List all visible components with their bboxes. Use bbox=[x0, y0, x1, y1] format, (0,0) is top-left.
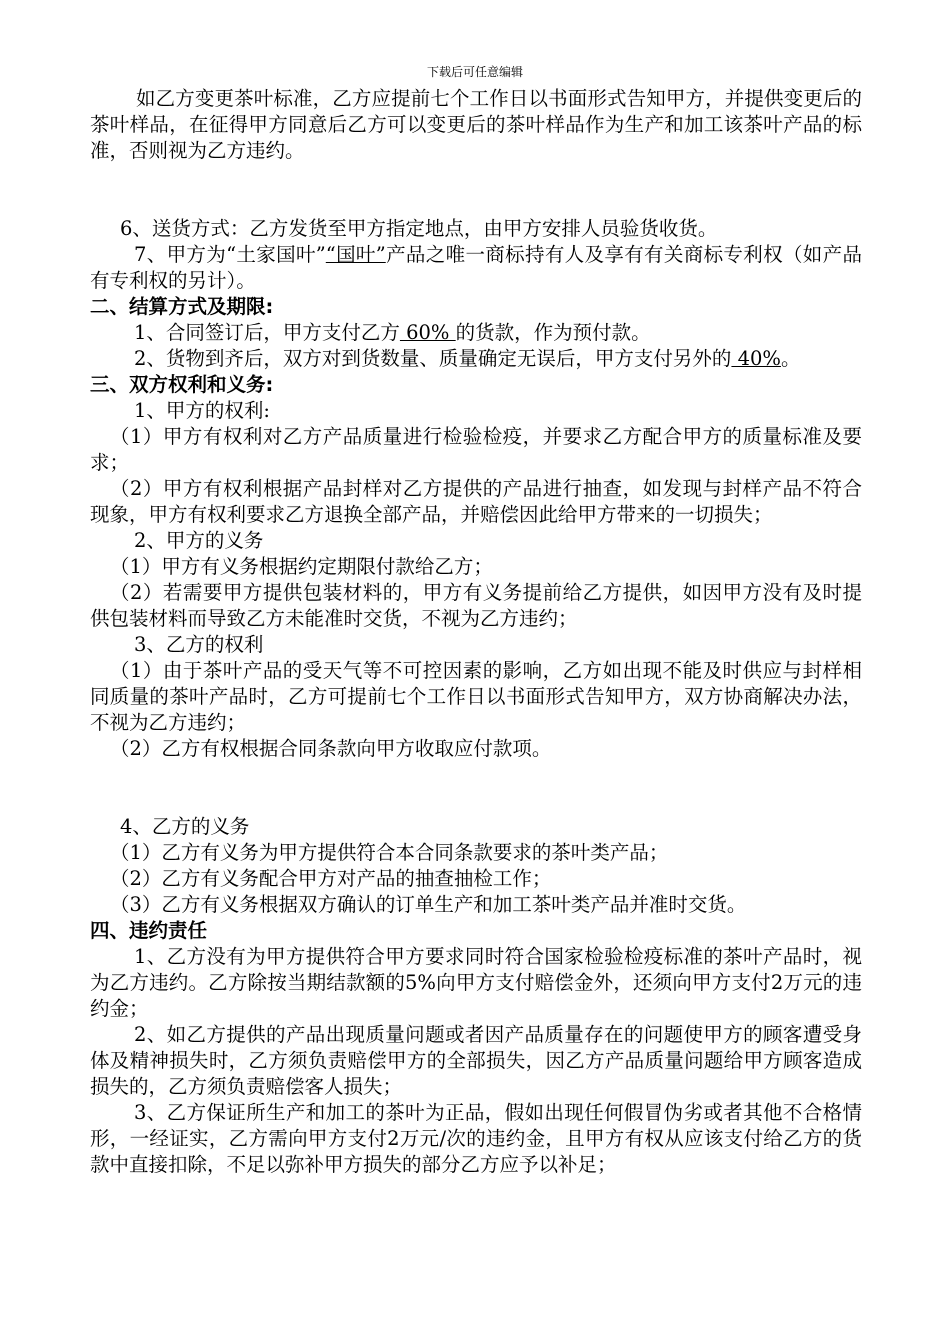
item-b-rights-1: （1）由于茶叶产品的受天气等不可控因素的影响，乙方如出现不能及时供应与封样相同质量的茶叶产品时，乙方可提前七个工作日以书面形式告知甲方，双方协商解决办法，不视为乙方违约； bbox=[90, 659, 862, 734]
clause-delivery-method: 6、送货方式：乙方发货至甲方指定地点，由甲方安排人员验货收货。 bbox=[120, 217, 718, 240]
prepayment-percent: 60% bbox=[399, 321, 456, 344]
prepayment-text-c: 的货款，作为预付款。 bbox=[455, 321, 651, 344]
section-heading-breach: 四、违约责任 bbox=[90, 919, 208, 942]
document-body bbox=[90, 86, 862, 1178]
item-a-rights-2: （2）甲方有权利根据产品封样对乙方提供的产品进行抽查，如发现与封样产品不符合现象，甲方有权利要求乙方退换全部产品，并赔偿因此给甲方带来的一切损失； bbox=[90, 477, 862, 526]
clause-breach-2: 2、如乙方提供的产品出现质量问题或者因产品质量存在的问题使甲方的顾客遭受身体及精神损失时，乙方须负责赔偿甲方的全部损失，因乙方产品质量问题给甲方顾客造成损失的，乙方须负责赔偿客人损失； bbox=[90, 1023, 862, 1098]
trademark-name-underlined: “国叶” bbox=[325, 243, 386, 266]
item-b-obligations-1: （1）乙方有义务为甲方提供符合本合同条款要求的茶叶类产品； bbox=[110, 841, 669, 864]
blank-gap bbox=[90, 164, 862, 216]
section-heading-settlement: 二、结算方式及期限: bbox=[90, 295, 274, 318]
trademark-text-a: 7、甲方为“土家国叶” bbox=[134, 243, 326, 266]
item-b-obligations-2: （2）乙方有义务配合甲方对产品的抽查抽检工作； bbox=[110, 867, 552, 890]
prepayment-text-a: 1、合同签订后，甲方支付乙方 bbox=[134, 321, 400, 344]
final-payment-percent: 40% bbox=[731, 347, 781, 370]
item-b-rights-2: （2）乙方有权根据合同条款向甲方收取应付款项。 bbox=[110, 737, 552, 760]
clause-trademark bbox=[90, 242, 862, 294]
clause-breach-1: 1、乙方没有为甲方提供符合甲方要求同时符合国家检验检疫标准的茶叶产品时，视为乙方违约。乙方除按当期结款额的5%向甲方支付赔偿金外，还须向甲方支付2万元的违约金； bbox=[90, 945, 862, 1020]
paragraph-tea-standard-change: 如乙方变更茶叶标准，乙方应提前七个工作日以书面形式告知甲方，并提供变更后的茶叶样品，在征得甲方同意后乙方可以变更后的茶叶样品作为生产和加工该茶叶产品的标准，否则视为乙方违约。 bbox=[90, 87, 862, 162]
section-heading-rights-obligations: 三、双方权利和义务: bbox=[90, 373, 274, 396]
subheading-party-a-rights: 1、甲方的权利: bbox=[134, 399, 270, 422]
final-payment-text-c: 。 bbox=[780, 347, 801, 370]
clause-breach-3: 3、乙方保证所生产和加工的茶叶为正品，假如出现任何假冒伪劣或者其他不合格情形，一经证实，乙方需向甲方支付2万元/次的违约金，且甲方有权从应该支付给乙方的货款中直接扣除，不足以弥补甲方损失的部分乙方应予以补足； bbox=[90, 1101, 862, 1176]
subheading-party-b-rights: 3、乙方的权利 bbox=[134, 633, 264, 656]
item-b-obligations-3: （3）乙方有义务根据双方确认的订单生产和加工茶叶类产品并准时交货。 bbox=[110, 893, 747, 916]
item-a-obligations-2: （2）若需要甲方提供包装材料的，甲方有义务提前给乙方提供，如因甲方没有及时提供包装材料而导致乙方未能准时交货，不视为乙方违约； bbox=[90, 581, 862, 630]
item-a-rights-1: （1）甲方有权利对乙方产品质量进行检验检疫，并要求乙方配合甲方的质量标准及要求； bbox=[90, 425, 862, 474]
blank-gap bbox=[90, 762, 862, 814]
subheading-party-a-obligations: 2、甲方的义务 bbox=[134, 529, 264, 552]
trademark-text-c: 产品之唯一商标持有人及享有有关商标专利权（如产品有专利权的另计）。 bbox=[90, 243, 862, 292]
subheading-party-b-obligations: 4、乙方的义务 bbox=[120, 815, 250, 838]
clause-final-payment bbox=[90, 346, 862, 372]
clause-prepayment bbox=[90, 320, 862, 346]
page-header: 下载后可任意编辑 bbox=[426, 65, 523, 79]
item-a-obligations-1: （1）甲方有义务根据约定期限付款给乙方； bbox=[110, 555, 493, 578]
final-payment-text-a: 2、货物到齐后，双方对到货数量、质量确定无误后，甲方支付另外的 bbox=[134, 347, 732, 370]
